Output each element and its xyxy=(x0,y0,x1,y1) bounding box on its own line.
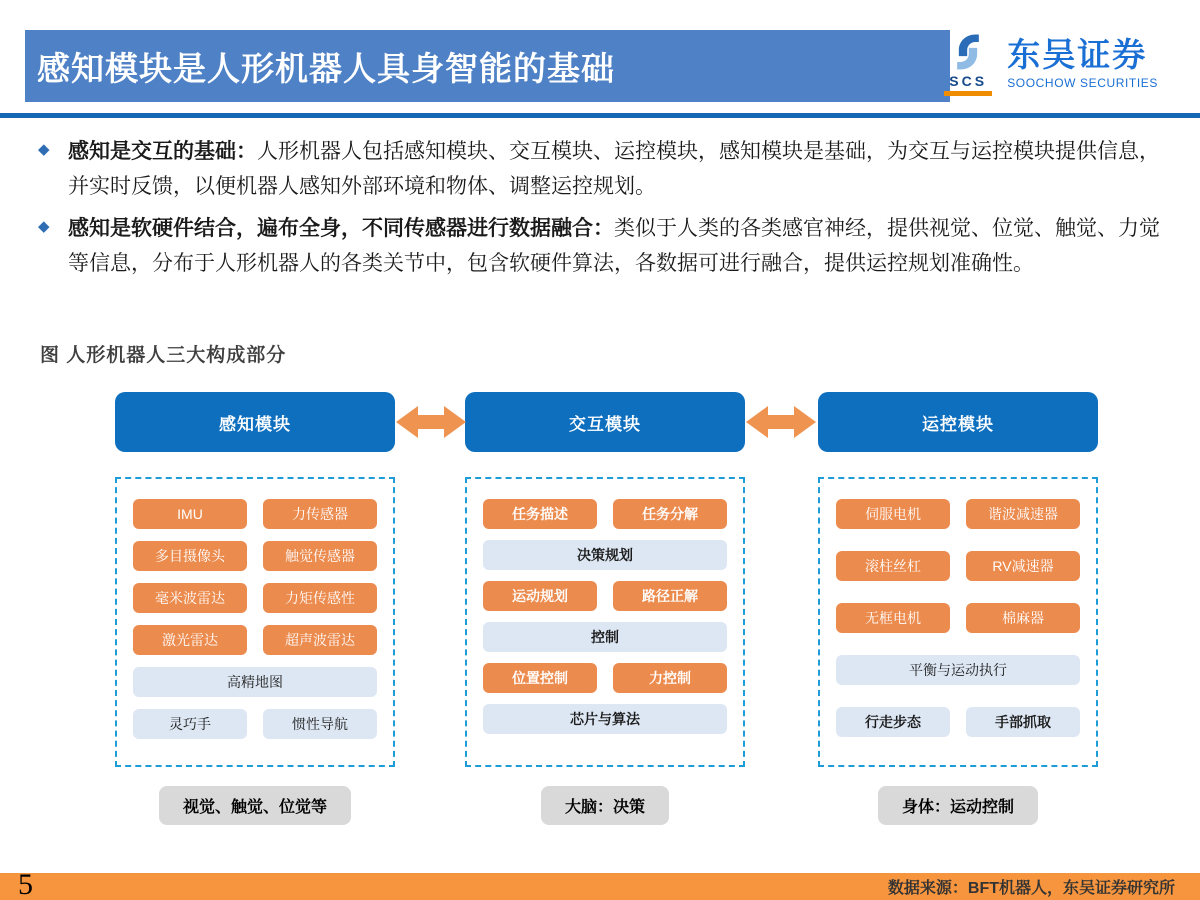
diagram-item: 决策规划 xyxy=(483,540,727,570)
footer-bar xyxy=(0,868,1200,900)
logo-underline xyxy=(944,91,992,96)
diagram-item: 力控制 xyxy=(613,663,727,693)
diagram-item: 控制 xyxy=(483,622,727,652)
soochow-s-mark-icon xyxy=(947,32,989,72)
diagram-item: 高精地图 xyxy=(133,667,377,697)
perception-items-box xyxy=(115,477,395,767)
module-diagram xyxy=(0,388,1200,838)
diagram-item: 激光雷达 xyxy=(133,625,247,655)
module-header-perception: 感知模块 xyxy=(115,392,395,452)
diagram-item: RV减速器 xyxy=(966,551,1080,581)
diagram-item: 超声波雷达 xyxy=(263,625,377,655)
diagram-item: 棉麻器 xyxy=(966,603,1080,633)
page-title: 感知模块是人形机器人具身智能的基础 xyxy=(37,49,615,87)
diagram-item: 运动规划 xyxy=(483,581,597,611)
figure-caption: 图 人形机器人三大构成部分 xyxy=(40,345,287,366)
summary-pill: 大脑：决策 xyxy=(541,786,669,825)
diagram-item: 力矩传感性 xyxy=(263,583,377,613)
bullet-lead: 感知是交互的基础： xyxy=(68,140,257,163)
diagram-item: 无框电机 xyxy=(836,603,950,633)
brand-logo xyxy=(939,32,1158,96)
logo-name-en: SOOCHOW SECURITIES xyxy=(1007,75,1158,90)
bullet-item xyxy=(38,134,1174,204)
bullet-body: 人形机器人包括感知模块、交互模块、运控模块，感知模块是基础，为交互与运控模块提供信息，并实时反馈，以便机器人感知外部环境和物体、调整运控规划。 xyxy=(68,140,1160,198)
logo-abbr: SCS xyxy=(949,73,988,89)
interaction-summary-row xyxy=(465,786,745,825)
diagram-item: 任务描述 xyxy=(483,499,597,529)
double-arrow-icon xyxy=(396,404,466,440)
bullet-lead: 感知是软硬件结合，遍布全身，不同传感器进行数据融合： xyxy=(68,217,614,240)
module-header-interaction: 交互模块 xyxy=(465,392,745,452)
diagram-item: 毫米波雷达 xyxy=(133,583,247,613)
scs-logo-icon xyxy=(939,32,997,96)
data-source: 数据来源：BFT机器人，东吴证券研究所 xyxy=(887,880,1175,897)
summary-pill: 视觉、触觉、位觉等 xyxy=(159,786,351,825)
diagram-item: 位置控制 xyxy=(483,663,597,693)
diagram-item: 多目摄像头 xyxy=(133,541,247,571)
bullet-diamond-icon: ◆ xyxy=(38,218,50,235)
interaction-items-box xyxy=(465,477,745,767)
diagram-item: 灵巧手 xyxy=(133,709,247,739)
perception-summary-row xyxy=(115,786,395,825)
header-divider xyxy=(0,113,1200,118)
bullet-text xyxy=(68,211,1174,281)
diagram-item: 任务分解 xyxy=(613,499,727,529)
diagram-item: 伺服电机 xyxy=(836,499,950,529)
bullet-diamond-icon: ◆ xyxy=(38,141,50,158)
bullet-list xyxy=(38,134,1174,288)
page-number: 5 xyxy=(18,868,33,900)
diagram-item: 力传感器 xyxy=(263,499,377,529)
title-bar xyxy=(25,30,950,102)
logo-name-cn: 东吴证券 xyxy=(1007,36,1148,74)
diagram-item: 手部抓取 xyxy=(966,707,1080,737)
motion-items-box xyxy=(818,477,1098,767)
bullet-item xyxy=(38,211,1174,281)
diagram-item: 触觉传感器 xyxy=(263,541,377,571)
diagram-item: 芯片与算法 xyxy=(483,704,727,734)
motion-summary-row xyxy=(818,786,1098,825)
summary-pill: 身体：运动控制 xyxy=(878,786,1038,825)
diagram-item: 平衡与运动执行 xyxy=(836,655,1080,685)
module-header-motion: 运控模块 xyxy=(818,392,1098,452)
bullet-text xyxy=(68,134,1174,204)
bullet-body: 类似于人类的各类感官神经，提供视觉、位觉、触觉、力觉等信息，分布于人形机器人的各类关节中，包含软硬件算法，各数据可进行融合，提供运控规划准确性。 xyxy=(68,217,1160,275)
logo-text xyxy=(1007,38,1158,90)
diagram-item: 滚柱丝杠 xyxy=(836,551,950,581)
diagram-item: 行走步态 xyxy=(836,707,950,737)
diagram-item: 路径正解 xyxy=(613,581,727,611)
diagram-item: 惯性导航 xyxy=(263,709,377,739)
double-arrow-icon xyxy=(746,404,816,440)
diagram-item: IMU xyxy=(133,499,247,529)
diagram-item: 谐波减速器 xyxy=(966,499,1080,529)
